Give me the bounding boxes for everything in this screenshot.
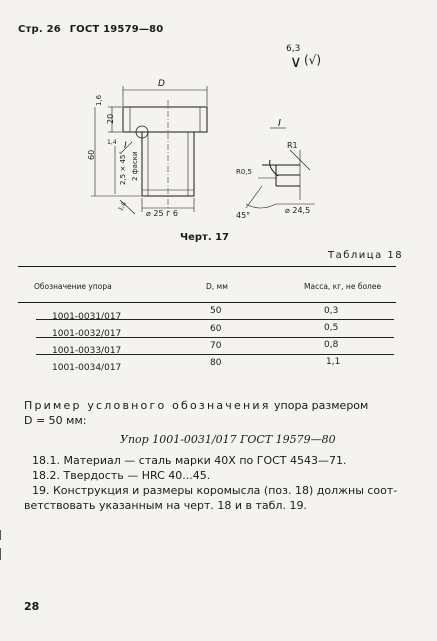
- detail-title: I: [278, 118, 281, 129]
- detail-angle: 45°: [236, 211, 251, 220]
- dim-20: 20: [106, 113, 115, 124]
- example-heading: Пример условного обозначения: [24, 399, 271, 412]
- detail-R1: R1: [287, 141, 298, 150]
- table-row-3-rule: [36, 354, 394, 355]
- roughness-value: 6,3: [286, 44, 301, 54]
- dim-1-4: 1,4: [107, 139, 117, 146]
- table-row-2-mass: 0,5: [324, 323, 339, 333]
- detail-callout-label: I: [124, 141, 127, 151]
- figure-caption: Черт. 17: [180, 232, 230, 243]
- dim-chamfer: 2,5 × 45°: [119, 151, 127, 185]
- table-row-4-diameter: 80: [210, 358, 222, 368]
- table-row-3-designation: 1001-0033/017: [52, 346, 122, 356]
- page-number: 28: [24, 600, 40, 613]
- stop-head-outline: [123, 107, 207, 132]
- body-text: [24, 398, 404, 513]
- table-row-1-rule: [36, 319, 394, 320]
- table-row-4-designation: 1001-0034/017: [52, 363, 122, 373]
- table-header-rule: [18, 302, 396, 303]
- example-heading-tail: упора размером: [274, 399, 369, 412]
- technical-drawing: [0, 0, 437, 250]
- clause-19: 19. Конструкция и размеры коромысла (поз. 18) должны соот-: [32, 484, 398, 497]
- table-row-2-rule: [36, 337, 394, 338]
- dim-chamfer-note: 2 фаски: [131, 151, 139, 181]
- roughness-parenthetical: (√): [304, 53, 322, 67]
- dim-D: D: [158, 79, 165, 89]
- example-paragraph: [24, 399, 404, 428]
- clause-18-2: 18.2. Твердость — HRC 40...45.: [32, 469, 211, 482]
- margin-mark: [0, 530, 1, 540]
- table-row-4-mass: 1,1: [326, 357, 341, 367]
- margin-mark: [0, 548, 1, 560]
- dim-shaft-diameter: ⌀ 25 г 6: [146, 209, 178, 218]
- table-row-1-diameter: 50: [210, 306, 222, 316]
- table-row-1-mass: 0,3: [324, 306, 339, 316]
- table-header-diameter: D, мм: [206, 282, 228, 291]
- table-row-2-diameter: 60: [210, 324, 222, 334]
- example-condition: D = 50 мм:: [24, 414, 87, 427]
- roughness-check-icon: ∨: [290, 52, 302, 71]
- table-header-designation: Обозначение упора: [34, 282, 112, 291]
- clause-19-continued: ветствовать указанным на черт. 18 и в табл. 19.: [24, 499, 307, 512]
- dim-1-6: 1,6: [95, 94, 103, 106]
- table-top-rule: [18, 266, 396, 267]
- table-row-3-diameter: 70: [210, 341, 222, 351]
- table-title: Таблица 18: [328, 250, 404, 261]
- detail-R05: R0,5: [236, 168, 252, 176]
- standard-number: ГОСТ 19579—80: [69, 24, 164, 35]
- table-row-2-designation: 1001-0032/017: [52, 329, 122, 339]
- designation-example: Упор 1001-0031/017 ГОСТ 19579—80: [120, 433, 336, 446]
- table-header-mass: Масса, кг, не более: [304, 282, 382, 291]
- page-label: Стр. 26: [18, 24, 61, 35]
- table-row-3-mass: 0,8: [324, 340, 339, 350]
- dim-60: 60: [87, 149, 96, 160]
- clause-18-1: 18.1. Материал — сталь марки 40Х по ГОСТ 4543—71.: [32, 454, 347, 467]
- dim-1-6-lower: 1,6: [117, 200, 128, 213]
- table-row-1-designation: 1001-0031/017: [52, 312, 122, 322]
- detail-diameter: ⌀ 24,5: [285, 206, 311, 215]
